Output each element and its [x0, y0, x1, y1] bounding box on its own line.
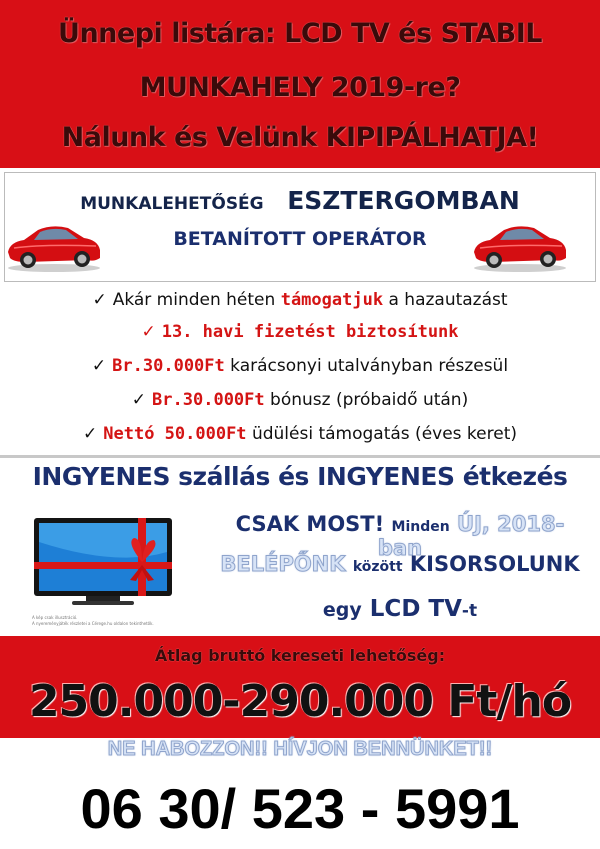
lcd-tv-gift-image — [26, 512, 186, 612]
benefit-bonus: ✓ Br.30.000Ft bónusz (próbaidő után) — [131, 390, 469, 410]
benefit-holiday: ✓ Nettó 50.000Ft üdülési támogatás (éves keret) — [83, 424, 517, 444]
phone-number[interactable]: 06 30/ 523 - 5991 — [80, 777, 520, 840]
check-icon: ✓ — [131, 390, 147, 410]
header-line-1: Ünnepi listára: LCD TV és STABIL — [58, 18, 542, 49]
job-city: ESZTERGOMBAN — [287, 186, 520, 215]
check-icon: ✓ — [83, 424, 98, 444]
header-line-2: MUNKAHELY 2019-re? — [139, 72, 461, 103]
promo-line-1: CSAK MOST! Minden ÚJ, 2018-ban — [235, 512, 565, 560]
disclaimer-2: A nyereményjáték részletei a Cérege.hu oldalon tekinthetők. — [32, 621, 154, 626]
benefit-13th-salary: ✓ 13. havi fizetést biztosítunk — [141, 322, 459, 342]
check-icon: ✓ — [141, 322, 156, 342]
job-location — [0, 186, 600, 215]
promo-line-2: BELÉPŐNK között KISORSOLUNK — [220, 552, 580, 576]
benefit-christmas-voucher: ✓ Br.30.000Ft karácsonyi utalványban részesül — [91, 356, 509, 376]
header-line-3: Nálunk és Velünk KIPIPÁLHATJA! — [61, 122, 539, 153]
salary-amount: 250.000-290.000 Ft/hó — [28, 676, 572, 727]
promo-line-3: egy LCD TV-t — [322, 596, 478, 622]
salary-label: Átlag bruttó kereseti lehetőség: — [154, 646, 446, 665]
job-position: BETANÍTOTT OPERÁTOR — [173, 228, 427, 250]
red-car-right-image — [470, 212, 570, 274]
disclaimer-1: A kép csak illusztráció. — [32, 615, 78, 620]
call-to-action: NE HABOZZON!! HÍVJON BENNÜNKET!! — [107, 738, 493, 760]
check-icon: ✓ — [91, 356, 107, 376]
red-car-left-image — [4, 212, 104, 274]
benefit-travel: ✓ Akár minden héten támogatjuk a hazautazást — [92, 290, 508, 310]
free-accommodation-line: INGYENES szállás és INGYENES étkezés — [32, 462, 568, 491]
job-label: MUNKALEHETŐSÉG — [80, 194, 264, 214]
divider — [0, 455, 600, 458]
check-icon: ✓ — [92, 290, 107, 310]
